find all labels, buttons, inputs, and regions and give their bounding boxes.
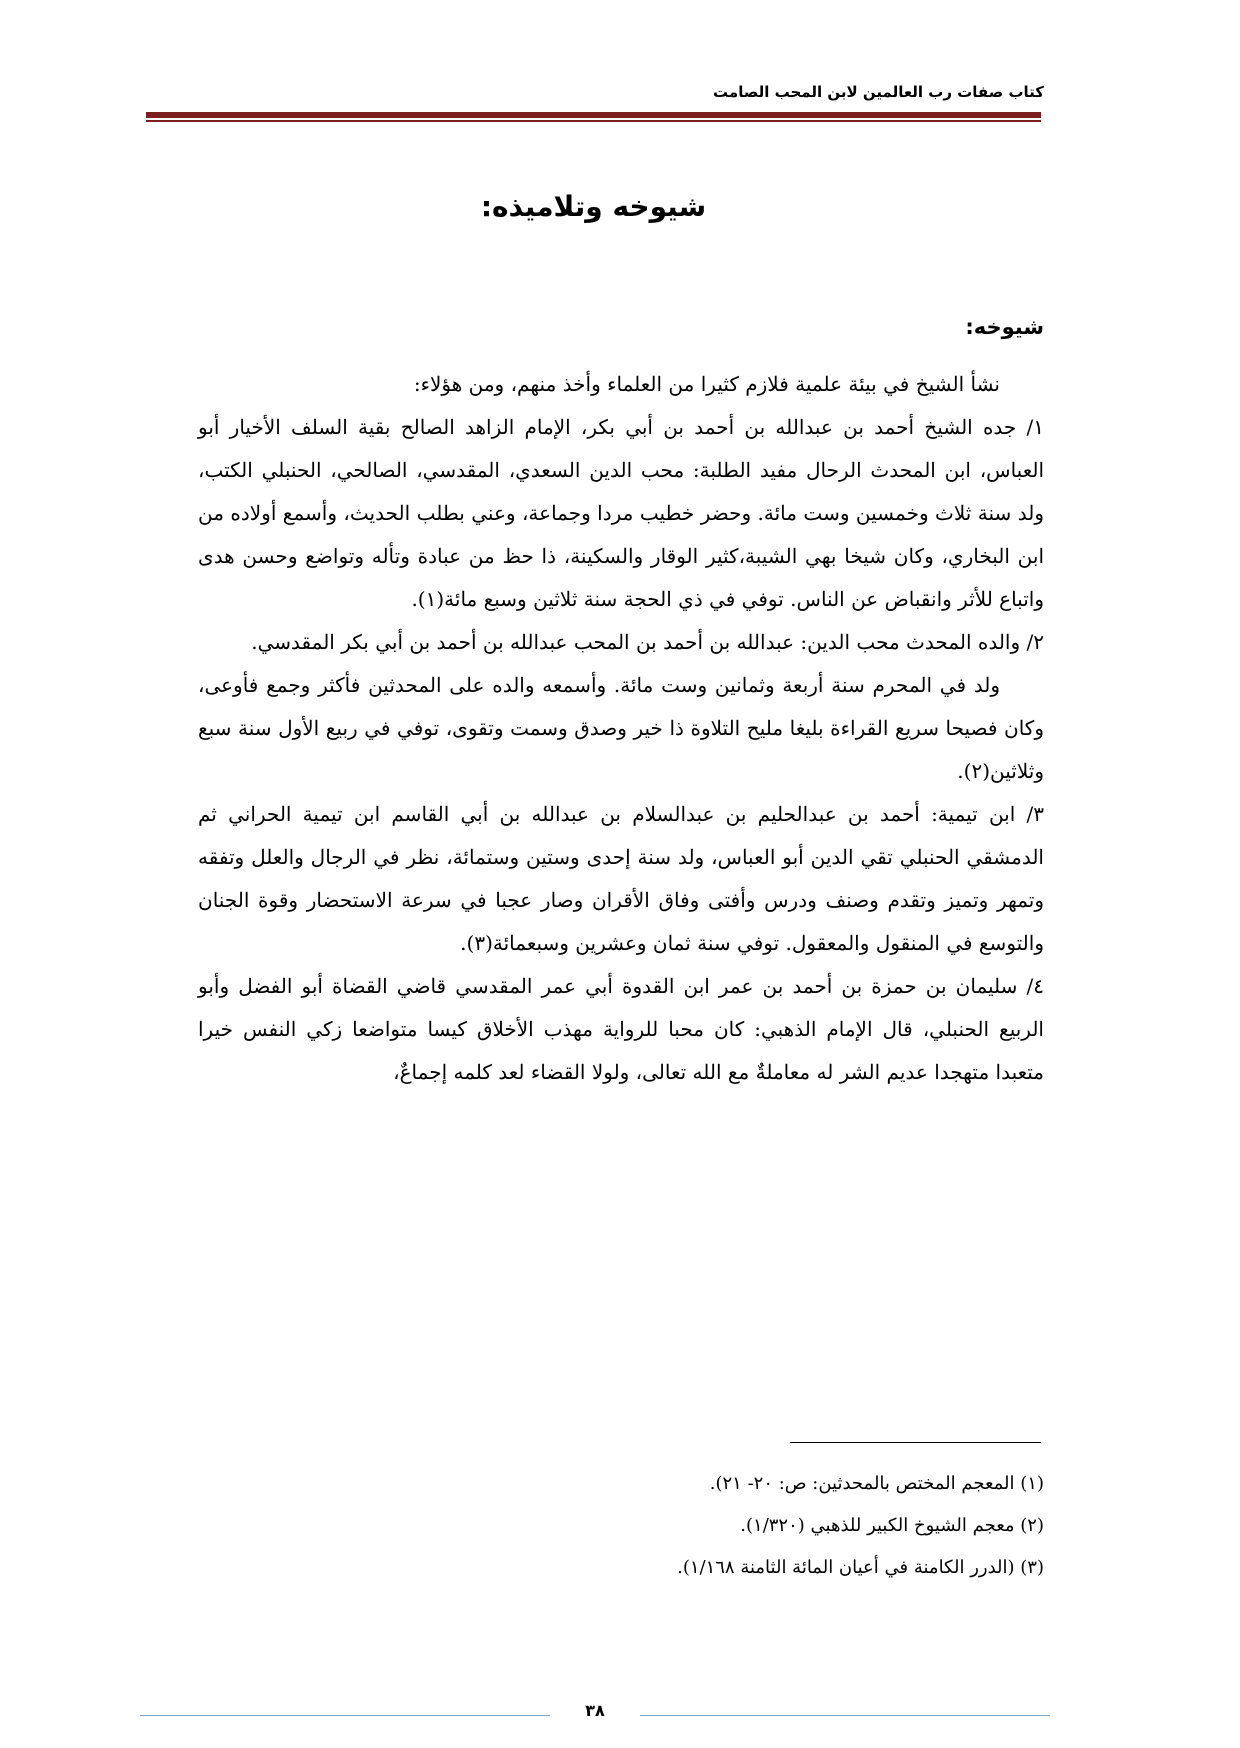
section-title: شيوخه وتلاميذه: bbox=[480, 190, 707, 223]
paragraph-teacher-3: ٣/ ابن تيمية: أحمد بن عبدالحليم بن عبدالسلام بن عبدالله بن أبي القاسم ابن تيمية الحراني ثم الدمشقي الحنبلي تقي الدين أبو العباس، ولد سنة إحدى وستين وستمائة، نظر في الرجال والعلل وتفقه وتمهر وتميز وتقدم وصنف ودرس وأفتى وفاق الأقران وصار عجبا في سرعة الاستحضار وقوة الجنان والتوسع في المنقول والمعقول. توفي سنة ثمان وعشرين وسبعمائة(٣). bbox=[198, 802, 1044, 955]
footnotes bbox=[198, 1463, 1044, 1589]
running-header: كتاب صفات رب العالمين لابن المحب الصامت bbox=[713, 83, 1044, 101]
footer-rule-right bbox=[640, 1715, 1050, 1716]
paragraph-teacher-1: ١/ جده الشيخ أحمد بن عبدالله بن أحمد بن أبي بكر، الإمام الزاهد الصالح بقية السلف الأخيار أبو العباس، ابن المحدث الرحال مفيد الطلبة: محب الدين السعدي، المقدسي، الصالحي، الحنبلي الكتب، ولد سنة ثلاث وخمسين وست مائة. وحضر خطيب مردا وجماعة، وعني بطلب الحديث، وأسمع أولاده من ابن البخاري، وكان شيخا بهي الشيبة،كثير الوقار والسكينة، ذا حظ من عبادة وتأله وتواضع وحسن هدى واتباع للأثر وانقباض عن الناس. توفي في ذي الحجة سنة ثلاثين وسبع مائة(١). bbox=[198, 415, 1044, 611]
intro-paragraph: نشأ الشيخ في بيئة علمية فلازم كثيرا من العلماء وأخذ منهم، ومن هؤلاء: bbox=[413, 372, 1000, 396]
subheading: شيوخه: bbox=[965, 315, 1044, 339]
header-rule-thin bbox=[146, 120, 1041, 122]
body-text bbox=[198, 363, 1044, 1094]
paragraph-teacher-4: ٤/ سليمان بن حمزة بن أحمد بن عمر ابن القدوة أبي عمر المقدسي قاضي القضاة أبو الفضل وأبو الربيع الحنبلي، قال الإمام الذهبي: كان محبا للرواية مهذب الأخلاق كيسا متواضعا زكي النفس خيرا متعبدا متهجدا عديم الشر له معاملةٌ مع الله تعالى، ولولا القضاء لعد كلمه إجماعٌ، bbox=[198, 974, 1044, 1084]
footnote-2: (٢) معجم الشيوخ الكبير للذهبي (١/٣٢٠). bbox=[740, 1515, 1044, 1536]
footnote-3: (٣) (الدرر الكامنة في أعيان المائة الثامنة ١/١٦٨). bbox=[677, 1557, 1044, 1578]
footnote-separator bbox=[790, 1442, 1041, 1443]
paragraph-teacher-2-detail: ولد في المحرم سنة أربعة وثمانين وست مائة. وأسمعه والده على المحدثين فأكثر وجمع فأوعى، وكان فصيحا سريع القراءة بليغا مليح التلاوة ذا خير وصدق وسمت وتقوى، توفي في ربيع الأول سنة سبع وثلاثين(٢). bbox=[198, 673, 1044, 783]
header-rule-thick bbox=[146, 112, 1041, 118]
footnote-1: (١) المعجم المختص بالمحدثين: ص: ٢٠- ٢١). bbox=[709, 1473, 1044, 1494]
paragraph-teacher-2: ٢/ والده المحدث محب الدين: عبدالله بن أحمد بن المحب عبدالله بن أحمد بن أبي بكر المقدسي. bbox=[251, 630, 1044, 654]
footer-rule-left bbox=[140, 1715, 550, 1716]
page-number: ٣٨ bbox=[585, 1701, 605, 1720]
